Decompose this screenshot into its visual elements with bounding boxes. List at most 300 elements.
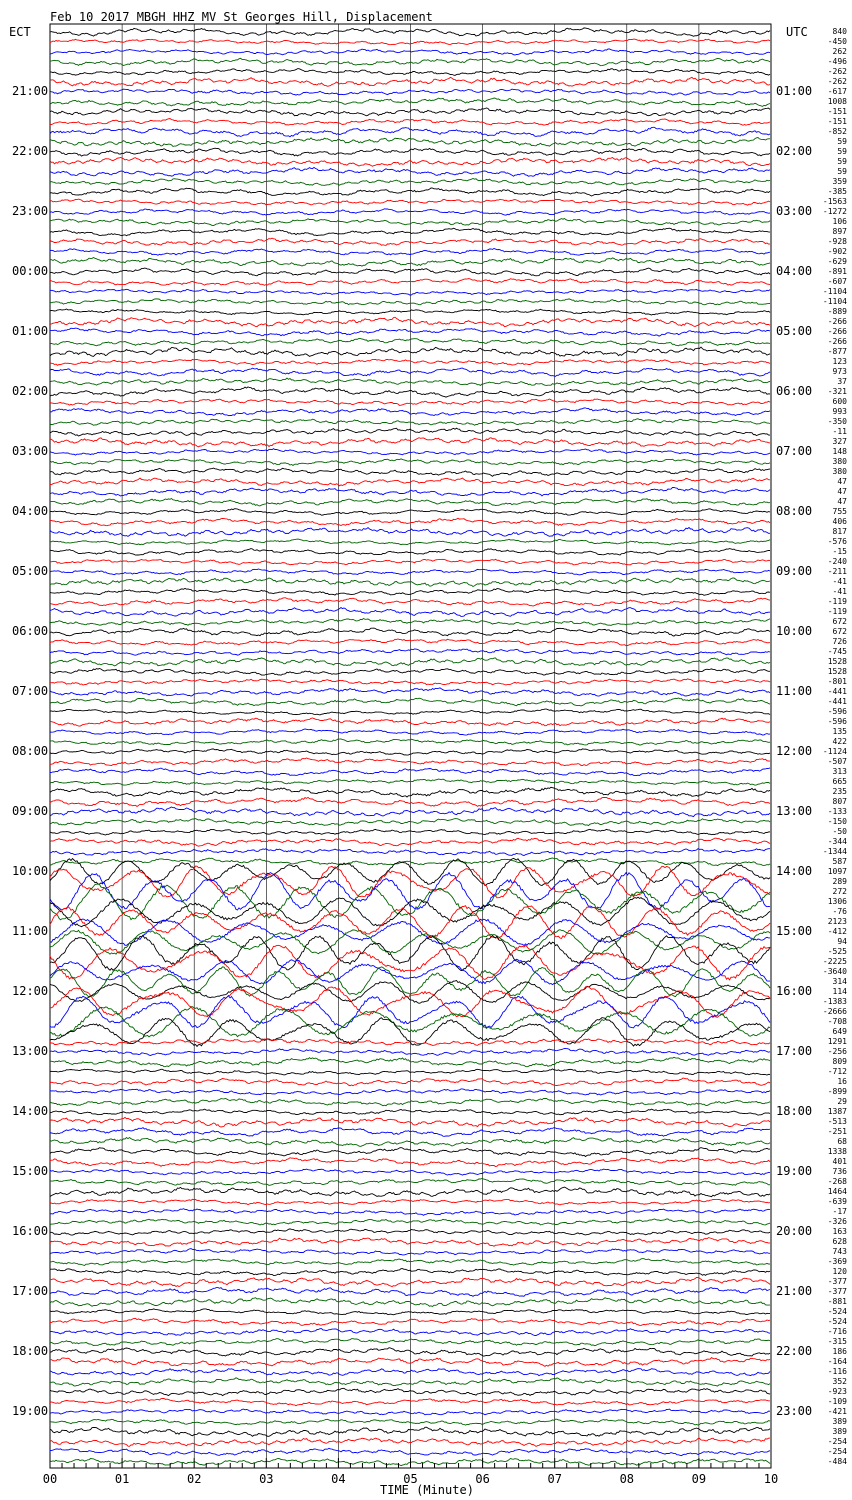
trace-offset-label: 726 bbox=[832, 637, 847, 646]
trace-34 bbox=[50, 368, 770, 376]
trace-36 bbox=[50, 387, 770, 397]
right-hour-label: 12:00 bbox=[776, 744, 813, 758]
trace-offset-label: 840 bbox=[832, 27, 847, 36]
trace-offset-label: 406 bbox=[832, 517, 847, 526]
left-hour-label: 22:00 bbox=[12, 144, 49, 158]
trace-offset-label: -712 bbox=[827, 1067, 847, 1076]
trace-offset-label: 1387 bbox=[827, 1107, 847, 1116]
trace-43 bbox=[50, 459, 770, 466]
trace-offset-label: 2123 bbox=[827, 917, 847, 926]
trace-69 bbox=[50, 718, 770, 726]
trace-offset-label: -617 bbox=[827, 87, 847, 96]
trace-53 bbox=[50, 559, 770, 565]
trace-123 bbox=[50, 1259, 770, 1266]
trace-offset-label: -576 bbox=[827, 537, 847, 546]
trace-offset-label: 59 bbox=[837, 147, 847, 156]
trace-offset-label: 29 bbox=[837, 1097, 847, 1106]
x-tick-label: 08 bbox=[619, 1472, 635, 1486]
trace-offset-label: -1272 bbox=[822, 207, 847, 216]
trace-38 bbox=[50, 408, 770, 416]
left-hour-label: 08:00 bbox=[12, 744, 49, 758]
trace-103 bbox=[50, 1057, 770, 1067]
trace-offset-label: -50 bbox=[832, 827, 847, 836]
trace-offset-label: 389 bbox=[832, 1417, 847, 1426]
trace-49 bbox=[50, 518, 770, 525]
right-hour-label: 21:00 bbox=[776, 1284, 813, 1298]
trace-offset-label: -17 bbox=[832, 1207, 847, 1216]
right-hour-label: 06:00 bbox=[776, 384, 813, 398]
trace-offset-label: 47 bbox=[837, 477, 847, 486]
trace-56 bbox=[50, 588, 770, 595]
trace-13 bbox=[50, 158, 770, 167]
trace-offset-label: 1008 bbox=[827, 97, 847, 106]
trace-offset-label: -350 bbox=[827, 417, 847, 426]
x-tick-label: 10 bbox=[763, 1472, 779, 1486]
trace-54 bbox=[50, 569, 770, 575]
trace-offset-label: -2666 bbox=[822, 1007, 847, 1016]
trace-66 bbox=[50, 688, 770, 696]
left-hour-label: 07:00 bbox=[12, 684, 49, 698]
trace-8 bbox=[50, 108, 770, 116]
trace-24 bbox=[50, 268, 770, 276]
trace-11 bbox=[50, 138, 770, 147]
trace-offset-label: -116 bbox=[827, 1367, 847, 1376]
trace-82 bbox=[50, 849, 770, 856]
trace-offset-label: -629 bbox=[827, 257, 847, 266]
trace-139 bbox=[50, 1419, 770, 1425]
trace-offset-label: -3640 bbox=[822, 967, 847, 976]
trace-offset-label: -254 bbox=[827, 1437, 847, 1446]
right-hour-label: 10:00 bbox=[776, 624, 813, 638]
trace-71 bbox=[50, 739, 770, 745]
trace-offset-label: -708 bbox=[827, 1017, 847, 1026]
trace-137 bbox=[50, 1398, 770, 1405]
trace-offset-label: 47 bbox=[837, 487, 847, 496]
trace-offset-label: 59 bbox=[837, 157, 847, 166]
left-hour-label: 03:00 bbox=[12, 444, 49, 458]
trace-offset-label: -385 bbox=[827, 187, 847, 196]
trace-offset-label: -450 bbox=[827, 37, 847, 46]
trace-offset-label: -513 bbox=[827, 1117, 847, 1126]
trace-112 bbox=[50, 1148, 770, 1157]
left-hour-label: 23:00 bbox=[12, 204, 49, 218]
trace-74 bbox=[50, 768, 770, 776]
trace-10 bbox=[50, 127, 770, 137]
trace-78 bbox=[50, 807, 770, 817]
trace-4 bbox=[50, 69, 770, 76]
trace-offset-label: -109 bbox=[827, 1397, 847, 1406]
trace-offset-label: 1097 bbox=[827, 867, 847, 876]
trace-offset-label: 665 bbox=[832, 777, 847, 786]
trace-offset-label: -262 bbox=[827, 67, 847, 76]
x-tick-label: 00 bbox=[42, 1472, 58, 1486]
trace-76 bbox=[50, 787, 770, 797]
trace-12 bbox=[50, 148, 770, 156]
trace-16 bbox=[50, 188, 770, 196]
trace-77 bbox=[50, 797, 770, 806]
trace-offset-label: -639 bbox=[827, 1197, 847, 1206]
trace-offset-label: 313 bbox=[832, 767, 847, 776]
trace-offset-label: -524 bbox=[827, 1307, 847, 1316]
trace-offset-label: 352 bbox=[832, 1377, 847, 1386]
trace-35 bbox=[50, 378, 770, 385]
trace-104 bbox=[50, 1069, 770, 1075]
trace-offset-label: -133 bbox=[827, 807, 847, 816]
trace-57 bbox=[50, 598, 770, 606]
trace-offset-label: -524 bbox=[827, 1317, 847, 1326]
trace-20 bbox=[50, 228, 770, 236]
trace-127 bbox=[50, 1298, 770, 1307]
seismic-traces bbox=[50, 28, 770, 1466]
trace-130 bbox=[50, 1329, 770, 1336]
right-timezone-label: UTC bbox=[786, 25, 808, 39]
trace-offset-label: 672 bbox=[832, 617, 847, 626]
x-axis-label: TIME (Minute) bbox=[380, 1483, 474, 1497]
trace-116 bbox=[50, 1187, 770, 1197]
trace-offset-label: 289 bbox=[832, 877, 847, 886]
x-tick-label: 05 bbox=[403, 1472, 418, 1486]
trace-22 bbox=[50, 249, 770, 256]
trace-offset-label: -151 bbox=[827, 107, 847, 116]
trace-offset-label: -1344 bbox=[822, 847, 847, 856]
trace-122 bbox=[50, 1249, 770, 1255]
trace-121 bbox=[50, 1238, 770, 1247]
trace-23 bbox=[50, 258, 770, 267]
trace-offset-label: -119 bbox=[827, 607, 847, 616]
trace-offset-label: -441 bbox=[827, 687, 847, 696]
trace-45 bbox=[50, 478, 770, 486]
trace-offset-label: -1104 bbox=[822, 287, 847, 296]
trace-91 bbox=[50, 930, 770, 955]
left-timezone-label: ECT bbox=[9, 25, 31, 39]
right-hour-label: 23:00 bbox=[776, 1404, 813, 1418]
trace-14 bbox=[50, 167, 770, 176]
trace-118 bbox=[50, 1209, 770, 1216]
trace-80 bbox=[50, 829, 770, 835]
right-hour-label: 18:00 bbox=[776, 1104, 813, 1118]
trace-offset-label: -251 bbox=[827, 1127, 847, 1136]
trace-offset-label: 123 bbox=[832, 357, 847, 366]
trace-offset-label: -344 bbox=[827, 837, 847, 846]
trace-6 bbox=[50, 89, 770, 95]
trace-21 bbox=[50, 238, 770, 245]
trace-55 bbox=[50, 578, 770, 587]
trace-15 bbox=[50, 179, 770, 186]
trace-offset-label: -377 bbox=[827, 1277, 847, 1286]
trace-107 bbox=[50, 1098, 770, 1105]
trace-141 bbox=[50, 1438, 770, 1446]
trace-offset-label: -923 bbox=[827, 1387, 847, 1396]
trace-offset-label: -441 bbox=[827, 697, 847, 706]
trace-63 bbox=[50, 658, 770, 666]
trace-offset-label: 59 bbox=[837, 137, 847, 146]
trace-offset-label: 809 bbox=[832, 1057, 847, 1066]
trace-offset-label: -899 bbox=[827, 1087, 847, 1096]
trace-offset-label: -41 bbox=[832, 587, 847, 596]
trace-offset-label: -164 bbox=[827, 1357, 847, 1366]
trace-46 bbox=[50, 488, 770, 497]
trace-3 bbox=[50, 58, 770, 65]
trace-offset-label: 817 bbox=[832, 527, 847, 536]
trace-138 bbox=[50, 1409, 770, 1415]
trace-73 bbox=[50, 758, 770, 766]
trace-30 bbox=[50, 328, 770, 336]
trace-135 bbox=[50, 1378, 770, 1386]
right-hour-label: 13:00 bbox=[776, 804, 813, 818]
left-hour-label: 06:00 bbox=[12, 624, 49, 638]
trace-62 bbox=[50, 649, 770, 655]
trace-19 bbox=[50, 219, 770, 226]
trace-offset-label: 1291 bbox=[827, 1037, 847, 1046]
trace-75 bbox=[50, 779, 770, 785]
trace-95 bbox=[50, 967, 770, 997]
trace-5 bbox=[50, 77, 770, 86]
trace-115 bbox=[50, 1179, 770, 1186]
trace-offset-label: 587 bbox=[832, 857, 847, 866]
trace-133 bbox=[50, 1358, 770, 1367]
trace-offset-label: 47 bbox=[837, 497, 847, 506]
x-tick-label: 03 bbox=[259, 1472, 274, 1486]
trace-offset-label: 380 bbox=[832, 467, 847, 476]
right-hour-label: 05:00 bbox=[776, 324, 813, 338]
trace-offset-labels bbox=[823, 27, 847, 1466]
left-hour-label: 15:00 bbox=[12, 1164, 49, 1178]
trace-offset-label: -266 bbox=[827, 317, 847, 326]
trace-offset-label: -1383 bbox=[822, 997, 847, 1006]
trace-offset-label: 148 bbox=[832, 447, 847, 456]
trace-offset-label: -902 bbox=[827, 247, 847, 256]
trace-110 bbox=[50, 1128, 770, 1137]
trace-offset-label: -525 bbox=[827, 947, 847, 956]
trace-offset-label: 649 bbox=[832, 1027, 847, 1036]
trace-offset-label: 600 bbox=[832, 397, 847, 406]
trace-7 bbox=[50, 98, 770, 106]
trace-120 bbox=[50, 1229, 770, 1235]
trace-17 bbox=[50, 199, 770, 205]
trace-140 bbox=[50, 1427, 770, 1436]
trace-26 bbox=[50, 289, 770, 295]
left-hour-label: 10:00 bbox=[12, 864, 49, 878]
left-hour-label: 14:00 bbox=[12, 1104, 49, 1118]
trace-96 bbox=[50, 981, 770, 1004]
left-hour-label: 02:00 bbox=[12, 384, 49, 398]
trace-60 bbox=[50, 628, 770, 636]
trace-64 bbox=[50, 669, 770, 676]
trace-offset-label: 106 bbox=[832, 217, 847, 226]
trace-offset-label: -1124 bbox=[822, 747, 847, 756]
trace-offset-label: 327 bbox=[832, 437, 847, 446]
left-hour-label: 21:00 bbox=[12, 84, 49, 98]
trace-offset-label: -268 bbox=[827, 1177, 847, 1186]
right-hour-label: 14:00 bbox=[776, 864, 813, 878]
trace-offset-label: 755 bbox=[832, 507, 847, 516]
trace-offset-label: -262 bbox=[827, 77, 847, 86]
trace-offset-label: -256 bbox=[827, 1047, 847, 1056]
trace-offset-label: -1104 bbox=[822, 297, 847, 306]
right-hour-label: 19:00 bbox=[776, 1164, 813, 1178]
trace-79 bbox=[50, 819, 770, 826]
trace-58 bbox=[50, 608, 770, 617]
right-hour-label: 11:00 bbox=[776, 684, 813, 698]
trace-offset-label: -607 bbox=[827, 277, 847, 286]
trace-25 bbox=[50, 279, 770, 286]
trace-42 bbox=[50, 449, 770, 455]
trace-117 bbox=[50, 1199, 770, 1205]
trace-offset-label: -266 bbox=[827, 327, 847, 336]
trace-offset-label: 993 bbox=[832, 407, 847, 416]
trace-125 bbox=[50, 1278, 770, 1287]
left-hour-label: 01:00 bbox=[12, 324, 49, 338]
trace-124 bbox=[50, 1269, 770, 1276]
trace-126 bbox=[50, 1288, 770, 1297]
trace-134 bbox=[50, 1369, 770, 1376]
trace-105 bbox=[50, 1078, 770, 1086]
trace-101 bbox=[50, 1039, 770, 1046]
trace-offset-label: 262 bbox=[832, 47, 847, 56]
trace-offset-label: 1528 bbox=[827, 657, 847, 666]
trace-offset-label: -881 bbox=[827, 1297, 847, 1306]
left-hour-label: 00:00 bbox=[12, 264, 49, 278]
trace-0 bbox=[50, 28, 770, 36]
trace-113 bbox=[50, 1158, 770, 1167]
trace-142 bbox=[50, 1448, 770, 1455]
trace-offset-label: -596 bbox=[827, 707, 847, 716]
x-tick-label: 02 bbox=[186, 1472, 202, 1486]
trace-offset-label: 68 bbox=[837, 1137, 847, 1146]
trace-offset-label: -891 bbox=[827, 267, 847, 276]
left-hour-label: 05:00 bbox=[12, 564, 49, 578]
trace-offset-label: 736 bbox=[832, 1167, 847, 1176]
trace-9 bbox=[50, 119, 770, 126]
left-hour-label: 17:00 bbox=[12, 1284, 49, 1298]
trace-70 bbox=[50, 729, 770, 735]
trace-offset-label: -321 bbox=[827, 387, 847, 396]
trace-offset-label: -421 bbox=[827, 1407, 847, 1416]
trace-48 bbox=[50, 509, 770, 516]
right-hour-label: 16:00 bbox=[776, 984, 813, 998]
trace-93 bbox=[50, 945, 770, 980]
x-tick-label: 09 bbox=[691, 1472, 707, 1486]
trace-offset-label: -15 bbox=[832, 547, 847, 556]
trace-68 bbox=[50, 709, 770, 715]
left-hour-label: 16:00 bbox=[12, 1224, 49, 1238]
trace-97 bbox=[50, 987, 770, 1018]
trace-offset-label: 1338 bbox=[827, 1147, 847, 1156]
trace-128 bbox=[50, 1309, 770, 1315]
trace-offset-label: 314 bbox=[832, 977, 847, 986]
trace-94 bbox=[50, 959, 770, 984]
trace-offset-label: 272 bbox=[832, 887, 847, 896]
left-hour-label: 09:00 bbox=[12, 804, 49, 818]
trace-51 bbox=[50, 539, 770, 545]
right-hour-label: 17:00 bbox=[776, 1044, 813, 1058]
trace-119 bbox=[50, 1219, 770, 1225]
trace-131 bbox=[50, 1339, 770, 1346]
trace-offset-label: 628 bbox=[832, 1237, 847, 1246]
trace-offset-label: -150 bbox=[827, 817, 847, 826]
right-hour-label: 15:00 bbox=[776, 924, 813, 938]
right-hour-label: 08:00 bbox=[776, 504, 813, 518]
trace-18 bbox=[50, 209, 770, 215]
trace-offset-label: -266 bbox=[827, 337, 847, 346]
right-hour-label: 22:00 bbox=[776, 1344, 813, 1358]
trace-83 bbox=[50, 858, 770, 866]
chart-title: Feb 10 2017 MBGH HHZ MV St Georges Hill, Displacement bbox=[50, 10, 433, 24]
trace-offset-label: -877 bbox=[827, 347, 847, 356]
trace-offset-label: -852 bbox=[827, 127, 847, 136]
trace-1 bbox=[50, 39, 770, 45]
trace-offset-label: 94 bbox=[837, 937, 847, 946]
trace-offset-label: 380 bbox=[832, 457, 847, 466]
trace-offset-label: -801 bbox=[827, 677, 847, 686]
trace-offset-label: -507 bbox=[827, 757, 847, 766]
trace-offset-label: 672 bbox=[832, 627, 847, 636]
trace-31 bbox=[50, 338, 770, 346]
trace-39 bbox=[50, 419, 770, 426]
left-hour-label: 12:00 bbox=[12, 984, 49, 998]
left-hour-label: 18:00 bbox=[12, 1344, 49, 1358]
trace-offset-label: 37 bbox=[837, 377, 847, 386]
trace-offset-label: 743 bbox=[832, 1247, 847, 1256]
trace-136 bbox=[50, 1388, 770, 1395]
trace-offset-label: -326 bbox=[827, 1217, 847, 1226]
trace-offset-label: 1528 bbox=[827, 667, 847, 676]
trace-65 bbox=[50, 679, 770, 685]
trace-offset-label: 114 bbox=[832, 987, 847, 996]
trace-offset-label: -745 bbox=[827, 647, 847, 656]
trace-132 bbox=[50, 1348, 770, 1357]
trace-37 bbox=[50, 399, 770, 405]
trace-28 bbox=[50, 309, 770, 315]
trace-offset-label: -11 bbox=[832, 427, 847, 436]
trace-offset-label: 16 bbox=[837, 1077, 847, 1086]
x-tick-label: 04 bbox=[331, 1472, 346, 1486]
trace-offset-label: -2225 bbox=[822, 957, 847, 966]
trace-108 bbox=[50, 1109, 770, 1115]
trace-67 bbox=[50, 698, 770, 706]
trace-offset-label: 163 bbox=[832, 1227, 847, 1236]
trace-47 bbox=[50, 499, 770, 506]
trace-offset-label: -151 bbox=[827, 117, 847, 126]
trace-109 bbox=[50, 1117, 770, 1127]
trace-27 bbox=[50, 299, 770, 305]
right-hour-label: 07:00 bbox=[776, 444, 813, 458]
trace-50 bbox=[50, 528, 770, 537]
trace-offset-label: 186 bbox=[832, 1347, 847, 1356]
trace-offset-label: -928 bbox=[827, 237, 847, 246]
trace-offset-label: 1464 bbox=[827, 1187, 847, 1196]
trace-offset-label: 1306 bbox=[827, 897, 847, 906]
trace-offset-label: -377 bbox=[827, 1287, 847, 1296]
trace-offset-label: 359 bbox=[832, 177, 847, 186]
trace-offset-label: -240 bbox=[827, 557, 847, 566]
trace-offset-label: 401 bbox=[832, 1157, 847, 1166]
trace-102 bbox=[50, 1049, 770, 1056]
trace-29 bbox=[50, 317, 770, 326]
trace-offset-label: -41 bbox=[832, 577, 847, 586]
trace-106 bbox=[50, 1089, 770, 1095]
trace-114 bbox=[50, 1169, 770, 1175]
trace-2 bbox=[50, 49, 770, 55]
trace-offset-label: 973 bbox=[832, 367, 847, 376]
trace-offset-label: 135 bbox=[832, 727, 847, 736]
trace-offset-label: -1563 bbox=[822, 197, 847, 206]
trace-offset-label: -119 bbox=[827, 597, 847, 606]
right-hour-label: 02:00 bbox=[776, 144, 813, 158]
trace-32 bbox=[50, 347, 770, 356]
x-tick-label: 07 bbox=[547, 1472, 562, 1486]
trace-offset-label: -484 bbox=[827, 1457, 847, 1466]
